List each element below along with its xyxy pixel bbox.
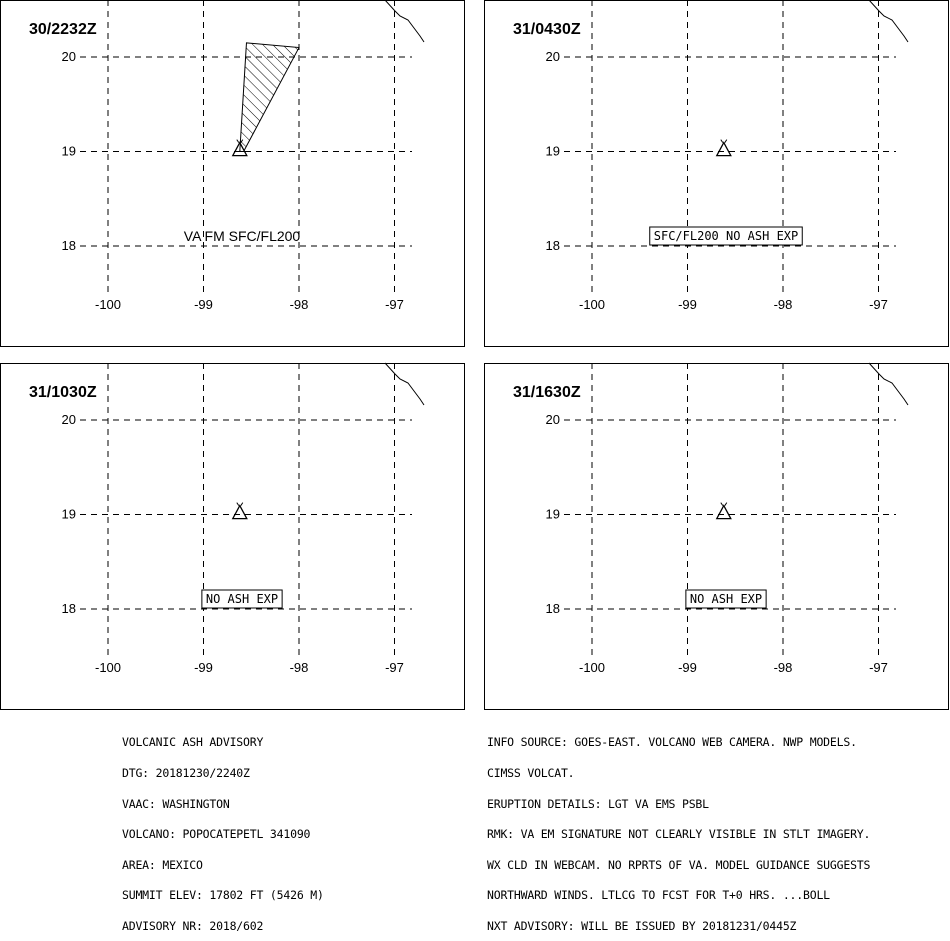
forecast-panel-t6 [484, 0, 949, 347]
volcano-triangle-icon [717, 140, 731, 156]
valid-time-label: 31/1630Z [513, 384, 581, 401]
advisory-remarks-cont-1: WX CLD IN WEBCAM. NO RPRTS OF VA. MODEL GUIDANCE SUGGESTS [487, 857, 871, 872]
longitude-label: -100 [578, 660, 606, 675]
ash-label: VA FM SFC/FL200 [183, 228, 301, 244]
longitude-label: -100 [94, 297, 122, 312]
advisory-vaac: VAAC: WASHINGTON [122, 796, 230, 811]
map-svg [0, 363, 465, 710]
latitude-label: 20 [61, 49, 76, 64]
longitude-label: -98 [773, 297, 793, 312]
longitude-label: -99 [678, 660, 697, 675]
advisory-title: VOLCANIC ASH ADVISORY [122, 735, 264, 750]
advisory-remarks: RMK: VA EM SIGNATURE NOT CLEARLY VISIBLE IN STLT IMAGERY. [487, 827, 871, 842]
valid-time-label: 31/1030Z [29, 384, 97, 401]
latitude-label: 20 [61, 412, 76, 427]
latitude-label: 18 [545, 238, 560, 253]
longitude-label: -97 [385, 660, 404, 675]
longitude-label: -98 [773, 660, 793, 675]
volcano-triangle-icon [717, 503, 731, 519]
longitude-label: -97 [385, 297, 404, 312]
ash-cloud-polygon [240, 43, 299, 152]
advisory-eruption-details: ERUPTION DETAILS: LGT VA EMS PSBL [487, 796, 709, 811]
ash-label: SFC/FL200 NO ASH EXP [653, 229, 799, 243]
latitude-label: 18 [545, 601, 560, 616]
longitude-label: -99 [194, 660, 213, 675]
longitude-label: -99 [194, 297, 213, 312]
longitude-label: -97 [869, 297, 888, 312]
latitude-label: 19 [61, 506, 76, 522]
advisory-dtg: DTG: 20181230/2240Z [122, 766, 250, 780]
ash-label: NO ASH EXP [689, 592, 763, 606]
map-svg [484, 0, 949, 347]
advisory-info-source: INFO SOURCE: GOES-EAST. VOLCANO WEB CAMERA. NWP MODELS. [487, 735, 857, 750]
longitude-label: -97 [869, 660, 888, 675]
longitude-label: -98 [289, 297, 309, 312]
coastline [869, 363, 908, 405]
forecast-panel-t12 [0, 363, 465, 710]
coastline [385, 363, 424, 405]
longitude-label: -99 [678, 297, 697, 312]
longitude-label: -100 [578, 297, 606, 312]
latitude-label: 18 [61, 238, 76, 253]
latitude-label: 19 [545, 143, 560, 159]
valid-time-label: 30/2232Z [29, 21, 97, 38]
latitude-label: 20 [545, 412, 560, 427]
map-svg [484, 363, 949, 710]
advisory-summit-elev: SUMMIT ELEV: 17802 FT (5426 M) [122, 888, 324, 903]
forecast-panel-t0 [0, 0, 465, 347]
advisory-remarks-cont-2: NORTHWARD WINDS. LTLCG TO FCST FOR T+0 HRS. ...BOLL [487, 888, 830, 903]
latitude-label: 18 [61, 601, 76, 616]
advisory-next: NXT ADVISORY: WILL BE ISSUED BY 20181231/0445Z [487, 918, 797, 933]
valid-time-label: 31/0430Z [513, 21, 581, 38]
longitude-label: -98 [289, 660, 309, 675]
volcano-triangle-icon [233, 503, 247, 519]
latitude-label: 19 [61, 143, 76, 159]
coastline [869, 0, 908, 42]
advisory-area: AREA: MEXICO [122, 857, 203, 872]
latitude-label: 20 [545, 49, 560, 64]
coastline [385, 0, 424, 42]
map-svg [0, 0, 465, 347]
advisory-info-source-cont: CIMSS VOLCAT. [487, 766, 575, 780]
advisory-volcano: VOLCANO: POPOCATEPETL 341090 [122, 827, 311, 842]
forecast-panel-t18 [484, 363, 949, 710]
ash-label: NO ASH EXP [205, 592, 279, 606]
advisory-details-left [122, 717, 324, 941]
advisory-number: ADVISORY NR: 2018/602 [122, 918, 264, 933]
latitude-label: 19 [545, 506, 560, 522]
longitude-label: -100 [94, 660, 122, 675]
advisory-details-right [487, 717, 870, 941]
